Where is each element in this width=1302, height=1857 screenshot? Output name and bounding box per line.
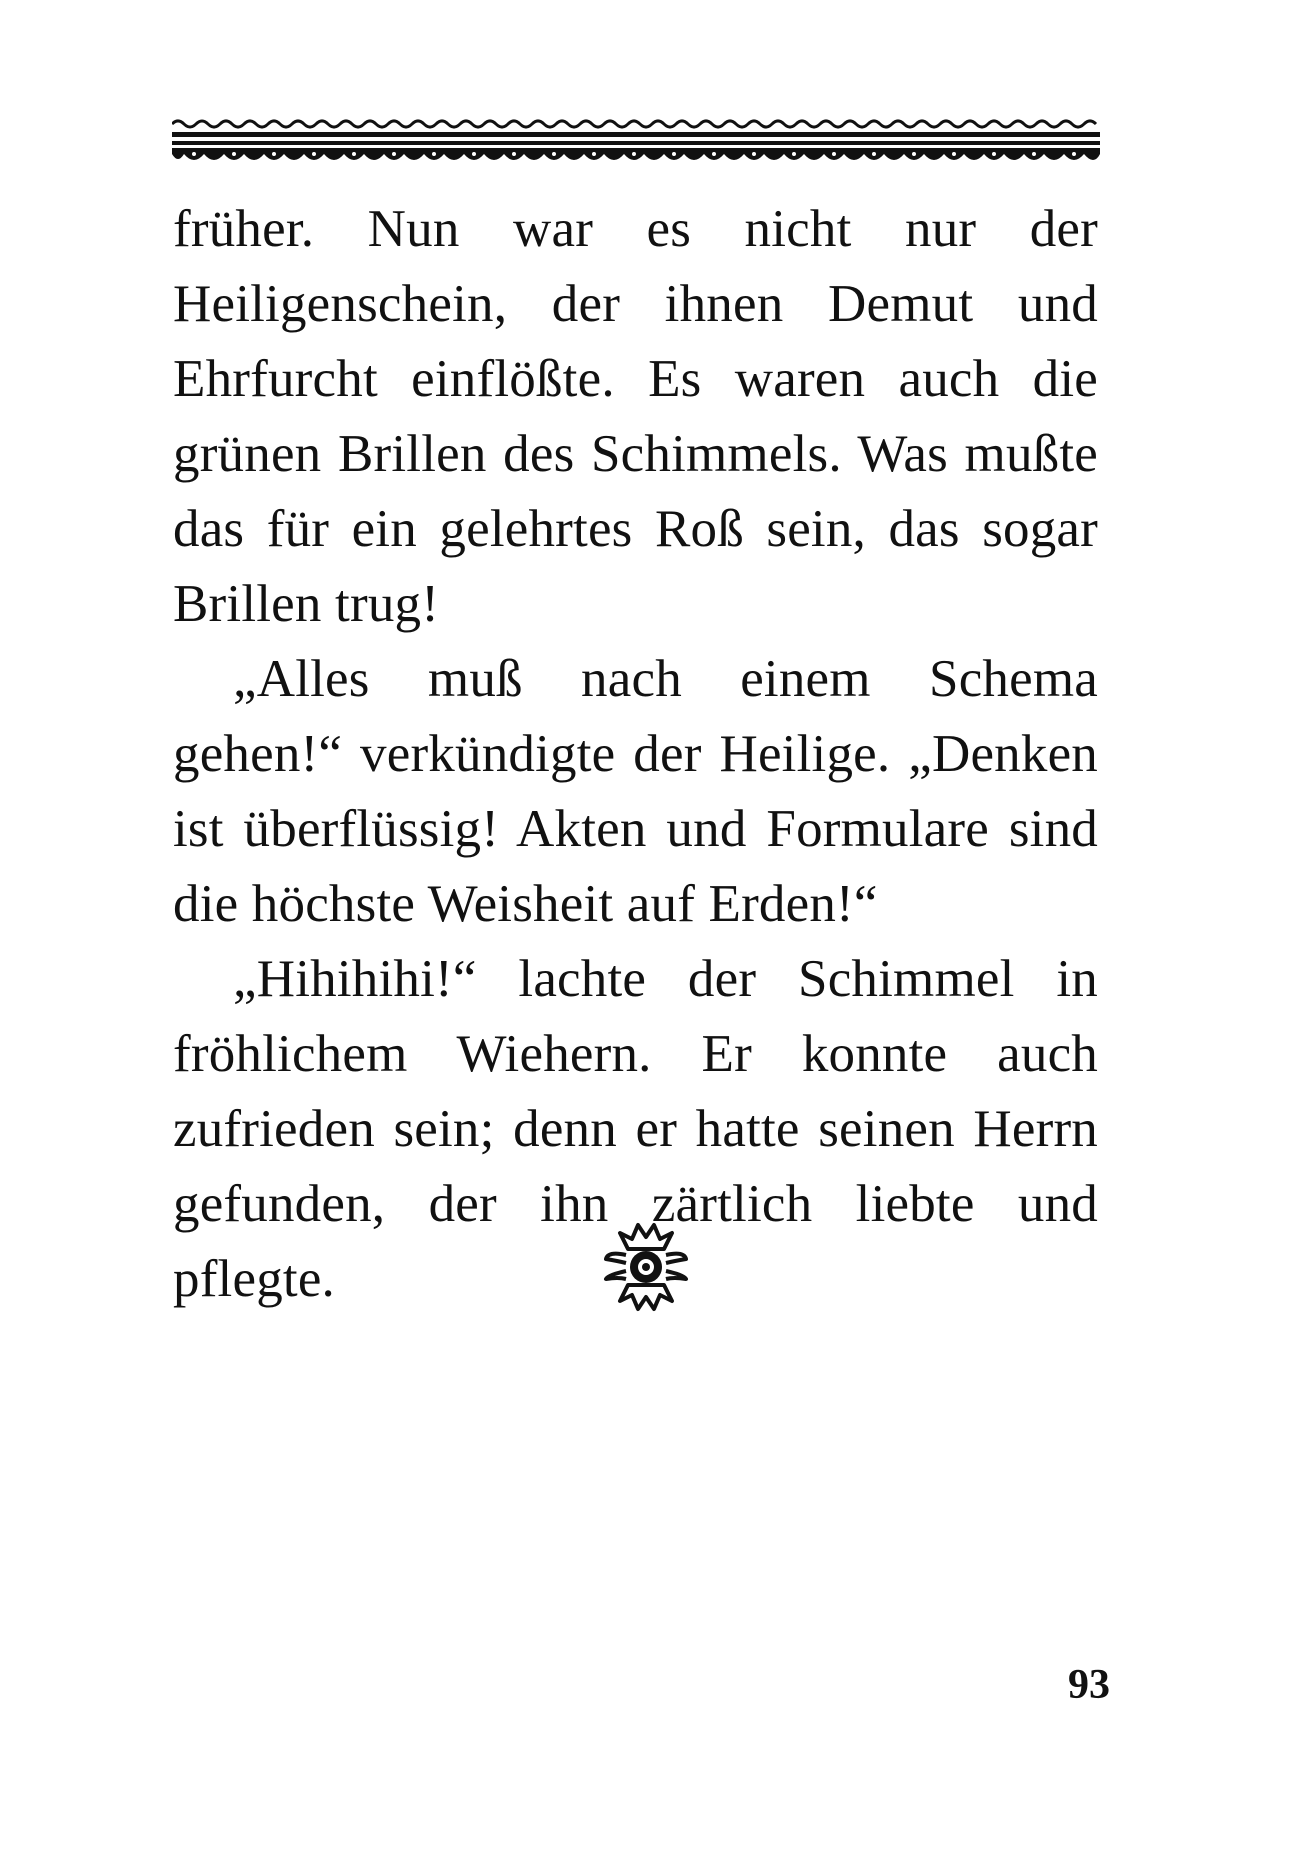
page-number: 93 <box>1068 1662 1110 1708</box>
paragraph-1: früher. Nun war es nicht nur der Heiligenschein, der ihnen Demut und Ehrfurcht einflößte. Es waren auch die grünen Brillen des Schimmels. Was mußte das für ein gelehrtes Roß sein, das sogar Brillen trug! <box>173 200 1098 633</box>
decorative-border-icon <box>172 118 1100 168</box>
flower-vignette-icon <box>598 1219 694 1315</box>
paragraph-3: „Hihihihi!“ lachte der Schimmel in fröhlichem Wiehern. Er konnte auch zufrieden sein; denn er hatte seinen Herrn gefunden, der ihn zärtlich liebte und pflegte. <box>173 950 1098 1308</box>
paragraph-2: „Alles muß nach einem Schema gehen!“ verkündigte der Heilige. „Denken ist überflüssig! Akten und Formulare sind die höchste Weisheit auf Erden!“ <box>173 650 1098 933</box>
body-text <box>173 192 1098 1317</box>
